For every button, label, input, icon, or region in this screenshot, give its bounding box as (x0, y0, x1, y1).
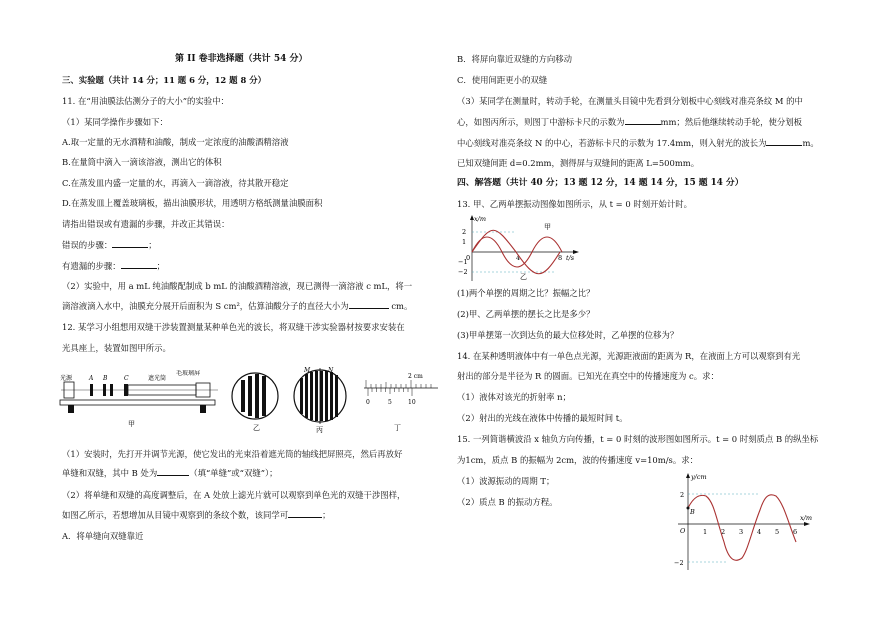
tick-5: 5 (388, 399, 392, 406)
q15-tick-x1: 1 (703, 528, 708, 536)
q15-tick-x6: 6 (793, 528, 798, 536)
wavelength-blank (766, 145, 802, 146)
q14-sub1: （1）液体对该光的折射率 n； (457, 392, 571, 402)
q15-tick-x2: 2 (721, 528, 726, 536)
q12-part3-b (457, 117, 802, 128)
q13-sub2: (2)甲、乙两单摆的摆长之比是多少？ (457, 309, 595, 319)
q15-stem: 15. 一列简谐横波沿 x 轴负方向传播，t = 0 时刻的波形图如图所示。t = 0 时刻质点 B 的纵坐标 (457, 434, 819, 444)
q13-tick-y2: 2 (462, 228, 467, 236)
q12-option-b: B．将屏向靠近双缝的方向移动 (457, 54, 573, 64)
q15-origin: O (680, 527, 686, 535)
q13-tick-yn1: −1 (458, 258, 468, 266)
q12-part3-b-text: 心，如图丙所示，则图丁中游标卡尺的示数为 (457, 117, 625, 127)
q15-xlabel: x/m (800, 514, 813, 522)
q13-ylabel: x/m (474, 215, 487, 223)
q12-part3-b-end: mm；然后他继续转动手轮，使分划板 (660, 117, 803, 127)
label-b: B (103, 375, 108, 382)
q14-stem: 14. 在某种透明液体中有一单色点光源，光源距液面的距离为 R，在液面上方可以观察到有光 (457, 351, 801, 361)
q12-option-a: A．将单缝向双缝靠近 (62, 531, 144, 541)
q13-xlabel: t/s (566, 254, 575, 262)
q11-stem: 11. 在“用油膜法估测分子的大小”的实验中： (62, 96, 229, 106)
q12-part3-a: （3）某同学在测量时，转动手轮，在测量头目镜中先看到分划板中心刻线对准亮条纹 M 的中 (457, 96, 803, 106)
q15-tick-x4: 4 (757, 528, 762, 536)
slit-blank (157, 475, 189, 476)
label-a: A (89, 375, 94, 382)
q12-apparatus-figure (58, 370, 218, 428)
q15-label-b: B (690, 508, 695, 516)
q12-part1-b (62, 468, 278, 479)
q15-tick-x5: 5 (775, 528, 780, 536)
q12-part3-c (457, 138, 819, 149)
missing-blank (121, 268, 157, 269)
q15-ylabel: y/cm (691, 473, 707, 481)
q15-tick-yn2: −2 (674, 559, 684, 567)
q11-step-b: B.在量筒中滴入一滴该溶液，测出它的体积 (62, 157, 222, 167)
q13-tick-y1: 1 (462, 238, 467, 246)
q12-part1-b-end: （填“单缝”或“双缝”）； (189, 468, 278, 478)
q12-fringe-figure-yi (228, 370, 283, 432)
q15-wave-graph (656, 470, 816, 575)
section-3-heading: 三、实验题（共计 14 分；11 题 6 分，12 题 8 分） (62, 75, 266, 85)
q15-stem-2: 为1cm，质点 B 的振幅为 2cm，波的传播速度 v=10m/s。求： (457, 455, 698, 465)
q11-step-a: A.取一定量的无水酒精和油酸，制成一定浓度的油酸酒精溶液 (62, 137, 289, 147)
q11-missing-step (62, 261, 165, 272)
q12-option-c: C．使用间距更小的双缝 (457, 75, 548, 85)
q15-sub1: （1）波源振动的周期 T； (457, 476, 555, 486)
q14-stem-2: 射出的部分是半径为 R 的圆面。已知光在真空中的传播速度为 c。求： (457, 371, 719, 381)
label-c: C (124, 375, 129, 382)
q11-part2-b-text: 滴溶液滴入水中，油膜充分展开后面积为 S cm²，估算油酸分子的直径大小为 (62, 301, 349, 311)
q12-part3-c-text: 中心刻线对准亮条纹 N 的中心，若游标卡尺的示数为 17.4mm，则入射光的波长为 (457, 138, 767, 148)
section-4-heading: 四、解答题（共计 40 分；13 题 12 分，14 题 14 分，15 题 14 分） (457, 178, 744, 188)
q11-error-step (62, 240, 157, 251)
q11-part2-b (62, 301, 412, 312)
label-2cm: 2 cm (408, 373, 423, 380)
q13-tick-yn2: −2 (458, 268, 468, 276)
q13-sub3: (3)甲单摆第一次到达负的最大位移处时，乙单摆的位移为？ (457, 330, 679, 340)
q11-part2-a: （2）实验中，用 a mL 纯油酸配制成 b mL 的油酸酒精溶液，现已测得一滴溶液 c mL，将一 (62, 281, 413, 291)
label-ding: 丁 (394, 424, 401, 432)
label-tube: 遮光筒 (148, 375, 167, 382)
label-screen: 毛玻璃屏 (176, 370, 201, 377)
q15-tick-x3: 3 (739, 528, 744, 536)
q12-vernier-figure-ding (358, 372, 440, 434)
q15-sub2: （2）质点 B 的振动方程。 (457, 497, 558, 507)
q12-part2-b-text: 如图乙所示，若想增加从目镜中观察到的条纹个数，该同学可 (62, 510, 289, 520)
q12-part1-a: （1）安装时，先打开并调节光源，使它发出的光束沿着遮光筒的轴线把屏照亮，然后再放好 (62, 449, 403, 459)
q12-part1-b-text: 单缝和双缝，其中 B 处为 (62, 468, 158, 478)
error-blank (112, 247, 148, 248)
q12-part3-d: 已知双缝间距 d=0.2mm，测得屏与双缝间的距离 L=500mm。 (457, 158, 700, 168)
label-n: N (328, 367, 334, 374)
tick-0: 0 (366, 399, 370, 406)
q12-stem: 12. 某学习小组想用双缝干涉装置测量某种单色光的波长，将双缝干涉实验器材按要求安装在 (62, 322, 405, 332)
q13-tick-x0: 0 (466, 254, 471, 262)
label-m: M (304, 367, 311, 374)
q12-fringe-figure-bing (290, 364, 350, 434)
q12-part2-b-end: ； (322, 510, 331, 520)
q15-tick-y2: 2 (680, 491, 685, 499)
q14-sub2: （2）射出的光线在液体中传播的最短时间 t。 (457, 413, 628, 423)
q12-part2-a: （2）将单缝和双缝的高度调整后，在 A 处放上滤光片就可以观察到单色光的双缝干涉图样， (62, 490, 406, 500)
tick-10: 10 (408, 399, 416, 406)
q11-part2-b-end: cm。 (388, 301, 413, 311)
q13-sub1: (1)两个单摆的周期之比？振幅之比？ (457, 288, 595, 298)
q13-oscillation-graph (454, 213, 584, 285)
q13-stem: 13. 甲、乙两单摆振动图像如图所示，从 t = 0 时刻开始计时。 (457, 199, 692, 209)
q11-part1: （1）某同学操作步骤如下： (62, 117, 168, 127)
error-label: 错误的步骤： (62, 240, 113, 250)
diameter-blank (349, 308, 389, 309)
q12-part2-b (62, 510, 331, 521)
label-light-source: 光源 (60, 375, 73, 382)
method-blank (288, 517, 322, 518)
q11-ask: 请指出错误或有遗漏的步骤，并改正其错误： (62, 219, 230, 229)
label-jia: 甲 (128, 420, 135, 428)
part-title: 第 II 卷非选择题（共计 54 分） (175, 54, 308, 64)
missing-label: 有遗漏的步骤： (62, 261, 121, 271)
q11-step-c: C.在蒸发皿内盛一定量的水，再滴入一滴溶液，待其散开稳定 (62, 178, 289, 188)
q11-step-d: D.在蒸发皿上覆盖玻璃板，描出油膜形状，用透明方格纸测量油膜面积 (62, 198, 323, 208)
q12-part3-c-end: m。 (802, 138, 819, 148)
q13-label-yi: 乙 (520, 273, 527, 281)
error-end: ； (148, 240, 157, 250)
q13-tick-x8: 8 (558, 254, 563, 262)
q13-label-jia: 甲 (544, 223, 551, 231)
q13-tick-x4: 4 (516, 254, 521, 262)
reading-blank (625, 124, 661, 125)
q12-stem-2: 光具座上，装置如图甲所示。 (62, 343, 171, 353)
missing-end: ； (156, 261, 165, 271)
label-yi: 乙 (253, 424, 260, 432)
label-bing: 丙 (316, 426, 323, 434)
